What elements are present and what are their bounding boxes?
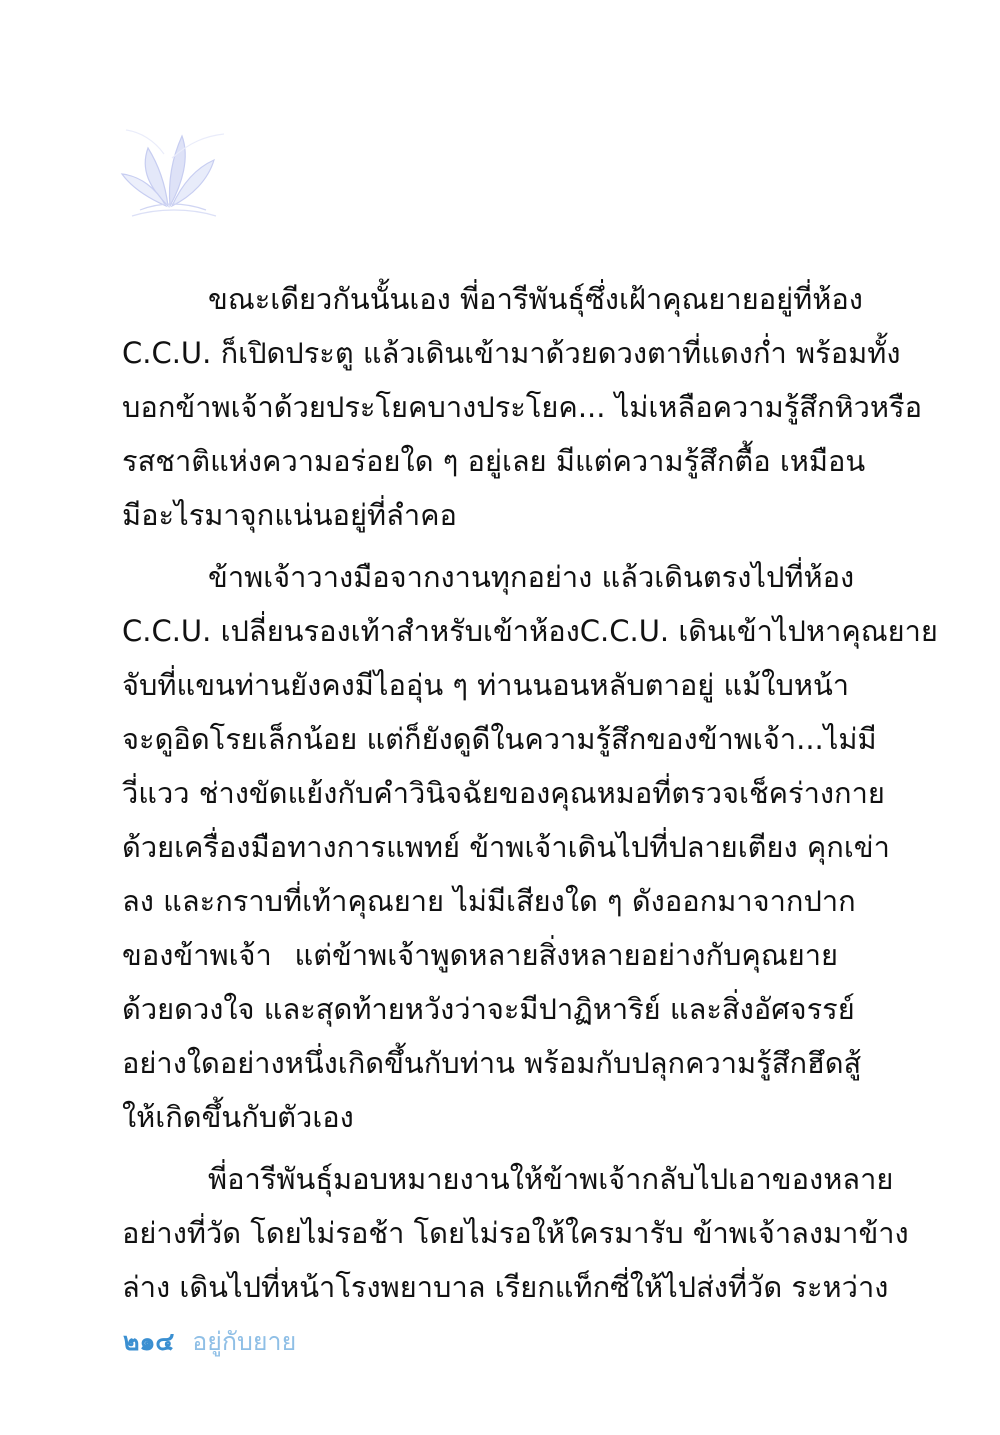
text-line: มีอะไรมาจุกแน่นอยู่ที่ลำคอ bbox=[122, 498, 457, 532]
text-line: บอกข้าพเจ้าด้วยประโยคบางประโยค... ไม่เหลือความรู้สึกหิวหรือ bbox=[122, 390, 923, 424]
text-line: จับที่แขนท่านยังคงมีไออุ่น ๆ ท่านนอนหลับตาอยู่ แม้ใบหน้า bbox=[122, 668, 850, 702]
text-line: วี่แวว ช่างขัดแย้งกับคำวินิจฉัยของคุณหมอที่ตรวจเช็คร่างกาย bbox=[122, 776, 885, 810]
page-number: ๒๑๔ bbox=[123, 1327, 175, 1356]
text-line: ให้เกิดขึ้นกับตัวเอง bbox=[122, 1100, 354, 1134]
text-line: ข้าพเจ้าวางมือจากงานทุกอย่าง แล้วเดินตรงไปที่ห้อง bbox=[208, 560, 855, 594]
text-line: รสชาติแห่งความอร่อยใด ๆ อยู่เลย มีแต่ความรู้สึกตื้อ เหมือน bbox=[122, 444, 866, 478]
text-line: ล่าง เดินไปที่หน้าโรงพยาบาล เรียกแท็กซี่ให้ไปส่งที่วัด ระหว่าง bbox=[122, 1270, 889, 1304]
paragraph-3 bbox=[122, 1152, 909, 1314]
text-line: ด้วยเครื่องมือทางการแพทย์ ข้าพเจ้าเดินไปที่ปลายเตียง คุกเข่า bbox=[122, 830, 890, 864]
text-line: ลง และกราบที่เท้าคุณยาย ไม่มีเสียงใด ๆ ดังออกมาจากปาก bbox=[122, 884, 856, 918]
paragraph-2 bbox=[122, 550, 938, 1144]
lotus-flower-icon bbox=[110, 118, 230, 228]
text-line: ขณะเดียวกันนั้นเอง พี่อารีพันธุ์ซึ่งเฝ้าคุณยายอยู่ที่ห้อง bbox=[208, 282, 863, 316]
text-line: ของข้าพเจ้า แต่ข้าพเจ้าพูดหลายสิ่งหลายอย่างกับคุณยาย bbox=[122, 938, 838, 972]
text-line: C.C.U. เปลี่ยนรองเท้าสำหรับเข้าห้องC.C.U. เดินเข้าไปหาคุณยาย bbox=[122, 614, 938, 648]
page-footer bbox=[123, 1322, 296, 1362]
text-line: พี่อารีพันธุ์มอบหมายงานให้ข้าพเจ้ากลับไปเอาของหลาย bbox=[208, 1162, 894, 1196]
body-text bbox=[122, 272, 938, 1322]
text-line: จะดูอิดโรยเล็กน้อย แต่ก็ยังดูดีในความรู้สึกของข้าพเจ้า...ไม่มี bbox=[122, 722, 877, 756]
paragraph-1 bbox=[122, 272, 923, 542]
text-line: อย่างใดอย่างหนึ่งเกิดขึ้นกับท่าน พร้อมกับปลุกความรู้สึกฮึดสู้ bbox=[122, 1046, 862, 1080]
text-line: ด้วยดวงใจ และสุดท้ายหวังว่าจะมีปาฏิหาริย์ และสิ่งอัศจรรย์ bbox=[122, 992, 855, 1026]
text-line: C.C.U. ก็เปิดประตู แล้วเดินเข้ามาด้วยดวงตาที่แดงก่ำ พร้อมทั้ง bbox=[122, 336, 901, 370]
text-line: อย่างที่วัด โดยไม่รอช้า โดยไม่รอให้ใครมารับ ข้าพเจ้าลงมาข้าง bbox=[122, 1216, 909, 1250]
book-title: อยู่กับยาย bbox=[192, 1327, 297, 1356]
